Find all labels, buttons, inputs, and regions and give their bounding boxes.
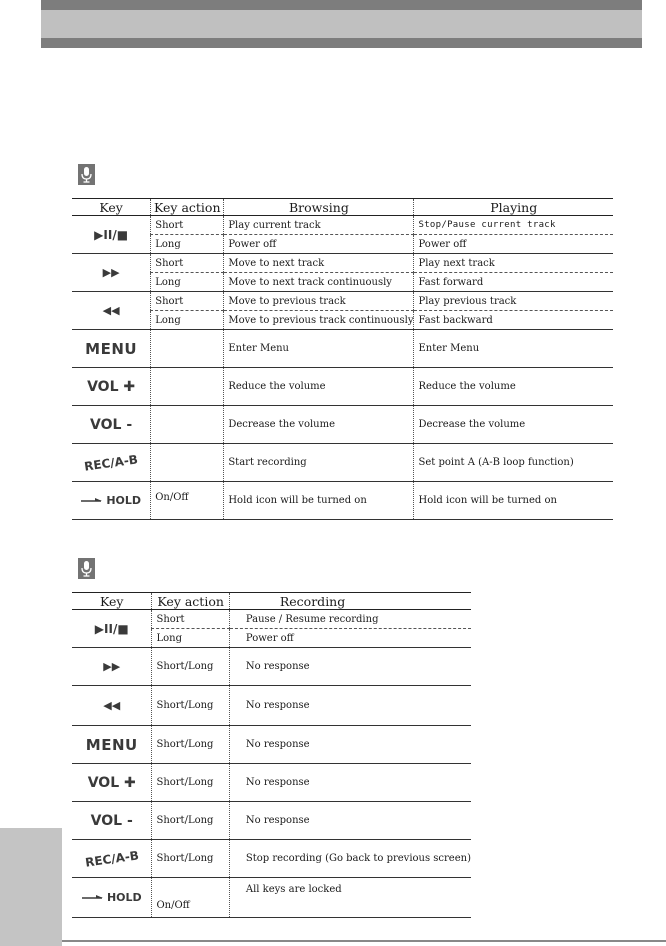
table-row	[72, 216, 613, 235]
record-ab-key-icon: REC/A-B	[83, 847, 140, 870]
browsing-cell: Move to previous track continuously	[224, 311, 414, 330]
key-action-cell: Short	[151, 254, 224, 273]
table-row	[72, 368, 613, 406]
recording-cell: No response	[229, 802, 471, 840]
playing-cell: Set point A (A-B loop function)	[414, 444, 613, 482]
volume-up-key-icon: VOL ✚	[87, 774, 136, 791]
key-action-cell: Short/Long	[152, 764, 229, 802]
recording-cell: All keys are locked	[229, 878, 471, 918]
header-key-action: Key action	[152, 593, 229, 610]
browsing-cell: Play current track	[224, 216, 414, 235]
browsing-cell: Hold icon will be turned on	[224, 482, 414, 520]
key-action-cell	[151, 330, 224, 368]
browsing-cell: Reduce the volume	[224, 368, 414, 406]
key-action-cell: On/Off	[151, 482, 224, 520]
key-action-cell: Short/Long	[152, 686, 229, 726]
playing-cell: Fast forward	[414, 273, 613, 292]
browsing-cell: Move to next track	[224, 254, 414, 273]
table-row	[72, 802, 471, 840]
playing-cell: Hold icon will be turned on	[414, 482, 613, 520]
table-row	[72, 292, 613, 311]
next-track-key-icon: ▶▶	[102, 266, 120, 279]
table-row	[72, 406, 613, 444]
microphone-icon	[78, 558, 95, 579]
table-row	[72, 878, 471, 918]
table-row	[72, 482, 613, 520]
slide-arrow-icon	[82, 893, 104, 904]
playing-cell: Reduce the volume	[414, 368, 613, 406]
playing-cell: Decrease the volume	[414, 406, 613, 444]
microphone-icon	[78, 164, 95, 185]
playing-cell: Stop/Pause current track	[414, 216, 613, 235]
table-row	[72, 840, 471, 878]
browsing-cell: Enter Menu	[224, 330, 414, 368]
header-band	[41, 0, 642, 50]
next-track-key-icon: ▶▶	[103, 660, 121, 673]
recording-cell: Stop recording (Go back to previous screen)	[229, 840, 471, 878]
header-key: Key	[72, 199, 151, 216]
bottom-rule	[62, 940, 666, 942]
recording-cell: No response	[229, 648, 471, 686]
playing-cell: Play next track	[414, 254, 613, 273]
recording-table	[72, 592, 471, 918]
key-action-cell: Short	[151, 216, 224, 235]
key-action-cell: Long	[151, 273, 224, 292]
playing-cell: Enter Menu	[414, 330, 613, 368]
record-ab-key-icon: REC/A-B	[83, 451, 139, 474]
playing-cell: Power off	[414, 235, 613, 254]
browsing-cell: Decrease the volume	[224, 406, 414, 444]
key-action-cell: Short/Long	[152, 840, 229, 878]
slide-arrow-icon	[81, 496, 103, 507]
menu-key-icon: MENU	[85, 339, 138, 358]
browsing-cell: Move to next track continuously	[224, 273, 414, 292]
previous-track-key-icon: ◀◀	[103, 699, 121, 712]
table-row	[72, 235, 613, 254]
recording-cell: Pause / Resume recording	[229, 610, 471, 629]
header-key: Key	[72, 593, 152, 610]
browsing-cell: Power off	[224, 235, 414, 254]
table-row	[72, 764, 471, 802]
table-row	[72, 610, 471, 629]
table-row	[72, 726, 471, 764]
browsing-cell: Start recording	[224, 444, 414, 482]
play-pause-stop-key-icon: ▶II/■	[94, 621, 129, 636]
hold-key-icon: HOLD	[106, 494, 142, 507]
table-row	[72, 273, 613, 292]
header-recording: Recording	[229, 593, 471, 610]
header-browsing: Browsing	[224, 199, 414, 216]
volume-down-key-icon: VOL -	[90, 416, 133, 433]
table-row	[72, 686, 471, 726]
table-row	[72, 648, 471, 686]
hold-key-icon: HOLD	[106, 891, 142, 904]
volume-down-key-icon: VOL -	[90, 812, 133, 829]
recording-cell: Power off	[229, 629, 471, 648]
key-action-cell: Long	[151, 235, 224, 254]
previous-track-key-icon: ◀◀	[102, 304, 120, 317]
playing-cell: Play previous track	[414, 292, 613, 311]
key-action-cell: On/Off	[152, 878, 229, 918]
key-action-cell: Short	[152, 610, 229, 629]
table-row	[72, 254, 613, 273]
header-key-action: Key action	[151, 199, 224, 216]
key-action-cell	[151, 406, 224, 444]
key-action-cell: Short/Long	[152, 648, 229, 686]
key-action-cell	[151, 368, 224, 406]
menu-key-icon: MENU	[85, 735, 138, 754]
play-pause-stop-key-icon: ▶II/■	[94, 227, 129, 242]
volume-up-key-icon: VOL ✚	[87, 378, 136, 395]
key-action-cell: Short	[151, 292, 224, 311]
browsing-cell: Move to previous track	[224, 292, 414, 311]
recording-cell: No response	[229, 764, 471, 802]
key-action-cell	[151, 444, 224, 482]
playing-cell: Fast backward	[414, 311, 613, 330]
header-playing: Playing	[414, 199, 613, 216]
table-row	[72, 311, 613, 330]
recording-cell: No response	[229, 686, 471, 726]
key-action-cell: Short/Long	[152, 802, 229, 840]
key-action-cell: Short/Long	[152, 726, 229, 764]
key-action-cell: Long	[152, 629, 229, 648]
table-row	[72, 330, 613, 368]
key-action-cell: Long	[151, 311, 224, 330]
recording-cell: No response	[229, 726, 471, 764]
side-tab	[0, 828, 62, 946]
table-row	[72, 444, 613, 482]
browsing-playing-table	[72, 198, 613, 520]
